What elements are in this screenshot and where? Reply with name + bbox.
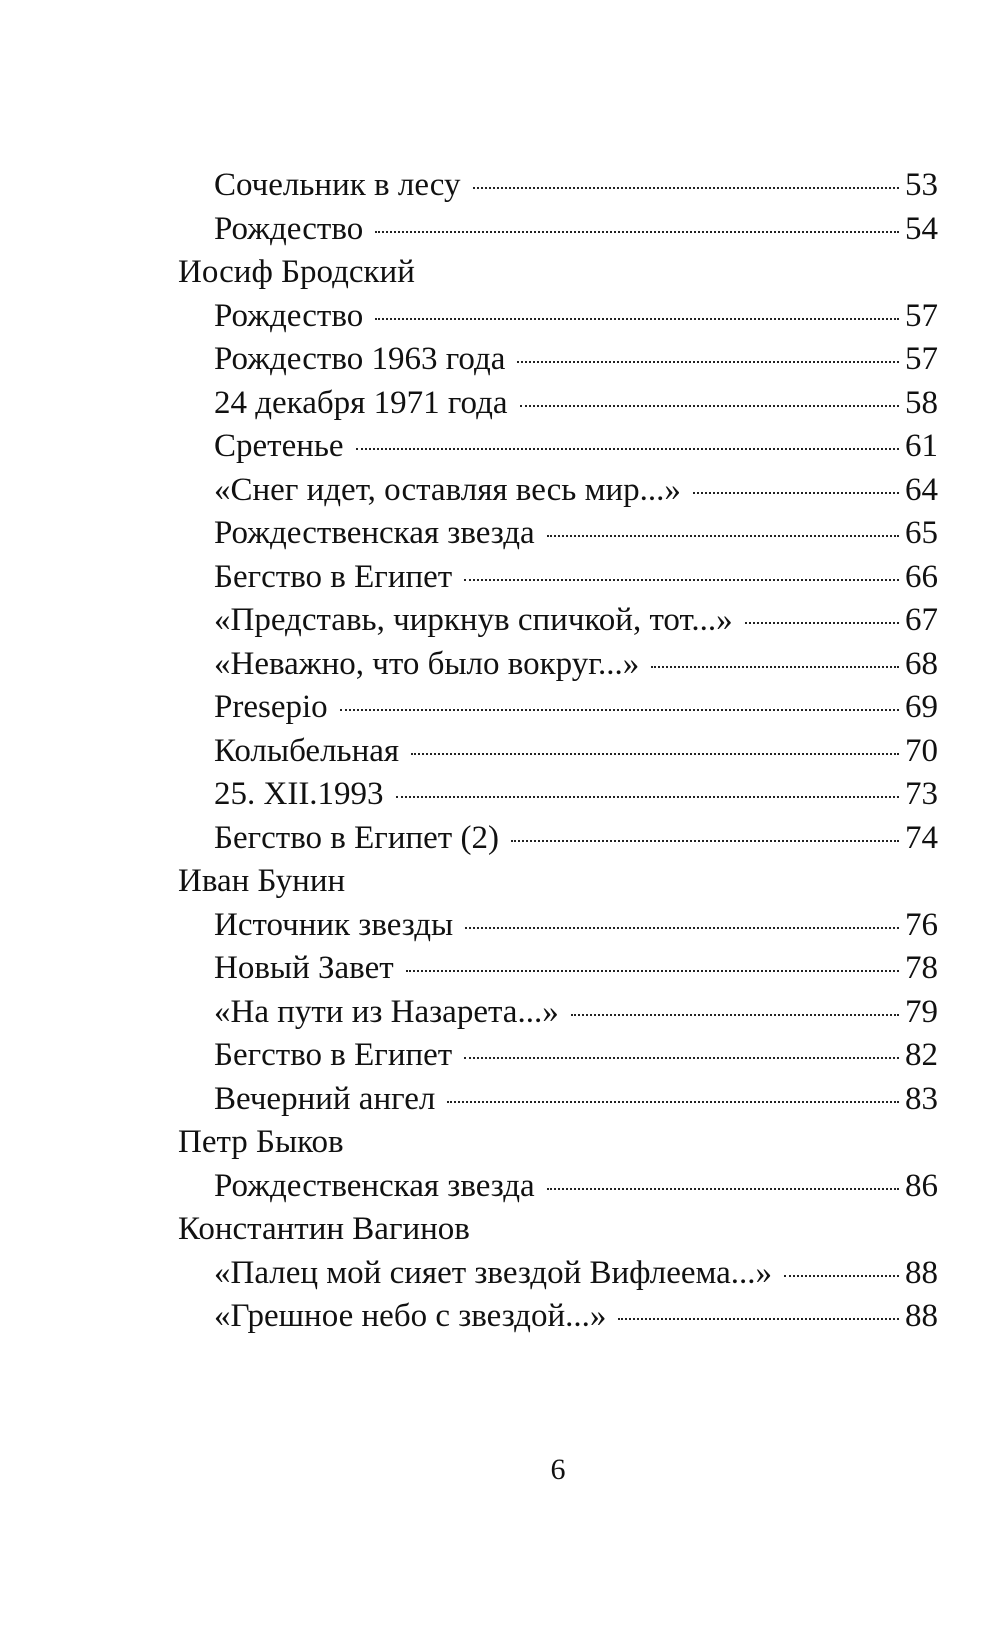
toc-author-heading (178, 860, 938, 904)
entry-title: Бегство в Египет (2) (214, 819, 499, 856)
entry-page-number: 88 (905, 1254, 938, 1291)
entry-title: Рождество 1963 года (214, 341, 506, 377)
entry-page-number: 79 (905, 993, 938, 1030)
entry-title: Новый Завет (214, 950, 394, 986)
dot-leader (464, 1057, 899, 1059)
entry-title: «Грешное небо с звездой...» (214, 1298, 607, 1334)
dot-leader (547, 535, 899, 537)
entry-title: «Палец мой сияет звездой Вифлеема...» (214, 1254, 773, 1291)
toc-author-heading (178, 251, 938, 295)
toc-entry (178, 208, 938, 252)
dot-leader (571, 1014, 899, 1016)
dot-leader (356, 448, 899, 450)
entry-page-number: 58 (905, 384, 938, 421)
entry-page-number: 54 (905, 210, 938, 247)
entry-title: «Неважно, что было вокруг...» (214, 645, 640, 682)
dot-leader (745, 622, 899, 624)
toc-entry (178, 1252, 938, 1296)
entry-page-number: 69 (905, 689, 938, 725)
dot-leader (517, 361, 899, 363)
toc-entry (178, 556, 938, 600)
entry-title: Сочельник в лесу (214, 167, 461, 203)
toc-entry (178, 425, 938, 469)
entry-title: Рождество (214, 297, 364, 334)
entry-page-number: 57 (905, 297, 938, 334)
entry-title: Бегство в Египет (214, 558, 453, 595)
toc-entry (178, 382, 938, 426)
entry-page-number: 76 (905, 906, 938, 943)
toc-author-heading (178, 1208, 938, 1252)
toc-entry (178, 773, 938, 817)
author-name: Константин Вагинов (178, 1211, 470, 1247)
entry-title: «Снег идет, оставляя весь мир...» (214, 471, 681, 508)
entry-page-number: 61 (905, 428, 938, 464)
author-name: Иван Бунин (178, 863, 346, 899)
dot-leader (396, 796, 899, 798)
entry-title: Сретенье (214, 428, 344, 464)
dot-leader (520, 405, 899, 407)
entry-page-number: 86 (905, 1167, 938, 1204)
entry-page-number: 67 (905, 602, 938, 638)
entry-page-number: 82 (905, 1037, 938, 1073)
entry-title: Вечерний ангел (214, 1080, 436, 1117)
toc-entry (178, 295, 938, 339)
entry-title: Рождественская звезда (214, 1167, 535, 1204)
entry-page-number: 78 (905, 950, 938, 986)
dot-leader (464, 579, 899, 581)
dot-leader (651, 666, 899, 668)
entry-title: «Представь, чиркнув спичкой, тот...» (214, 602, 733, 638)
dot-leader (465, 927, 899, 929)
entry-page-number: 88 (905, 1298, 938, 1334)
dot-leader (618, 1318, 899, 1320)
entry-page-number: 74 (905, 819, 938, 856)
toc-entry (178, 1165, 938, 1209)
toc-entry (178, 469, 938, 513)
toc-entry (178, 643, 938, 687)
toc-entry (178, 1295, 938, 1339)
dot-leader (406, 970, 899, 972)
entry-page-number: 73 (905, 776, 938, 812)
entry-page-number: 53 (905, 167, 938, 203)
entry-title: Рождественская звезда (214, 515, 535, 551)
toc-entry (178, 686, 938, 730)
entry-page-number: 70 (905, 732, 938, 769)
entry-page-number: 65 (905, 515, 938, 551)
entry-title: Рождество (214, 210, 364, 247)
author-name: Петр Быков (178, 1124, 344, 1160)
toc-entry (178, 947, 938, 991)
entry-page-number: 83 (905, 1080, 938, 1117)
entry-title: «На пути из Назарета...» (214, 993, 559, 1030)
entry-title: Колыбельная (214, 732, 400, 769)
dot-leader (411, 753, 899, 755)
toc-author-heading (178, 1121, 938, 1165)
dot-leader (340, 709, 899, 711)
toc-entry (178, 164, 938, 208)
toc-entry (178, 1034, 938, 1078)
table-of-contents (178, 164, 938, 1339)
entry-title: Presepio (214, 689, 328, 725)
entry-title: Бегство в Египет (214, 1037, 453, 1073)
dot-leader (511, 840, 899, 842)
entry-page-number: 66 (905, 558, 938, 595)
toc-entry (178, 512, 938, 556)
toc-entry (178, 991, 938, 1035)
toc-entry (178, 1078, 938, 1122)
toc-entry (178, 817, 938, 861)
dot-leader (784, 1275, 899, 1277)
entry-page-number: 64 (905, 471, 938, 508)
dot-leader (693, 492, 899, 494)
entry-page-number: 57 (905, 341, 938, 377)
page-number: 6 (550, 1453, 566, 1486)
entry-page-number: 68 (905, 645, 938, 682)
entry-title: Источник звезды (214, 906, 454, 943)
toc-entry (178, 730, 938, 774)
toc-entry (178, 338, 938, 382)
dot-leader (473, 187, 899, 189)
author-name: Иосиф Бродский (178, 254, 415, 290)
entry-title: 24 декабря 1971 года (214, 384, 508, 421)
dot-leader (547, 1188, 899, 1190)
dot-leader (375, 318, 899, 320)
dot-leader (447, 1101, 899, 1103)
toc-entry (178, 904, 938, 948)
entry-title: 25. XII.1993 (214, 776, 384, 812)
toc-entry (178, 599, 938, 643)
dot-leader (375, 231, 899, 233)
